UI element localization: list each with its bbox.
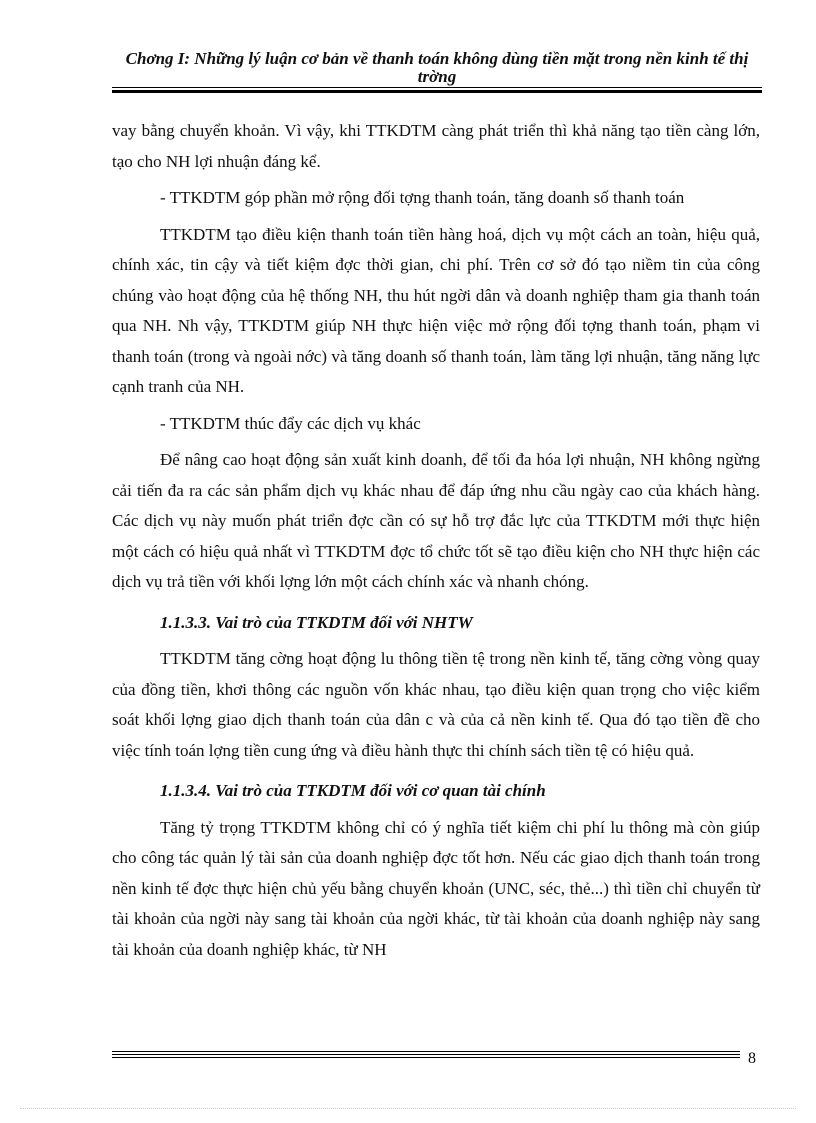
footer-rule-thin xyxy=(112,1057,740,1058)
header-rule-thick xyxy=(112,90,762,93)
bullet-paragraph: - TTKDTM góp phần mở rộng đối tợng thanh toán, tăng doanh số thanh toán xyxy=(160,188,685,207)
paragraph: Tăng tỷ trọng TTKDTM không chỉ có ý nghĩa tiết kiệm chi phí lu thông mà còn giúp cho công tác quản lý tài sản của doanh nghiệp đợc tốt hơn. Nếu các giao dịch thanh toán trong nền kinh tế đợc thực hiện chủ yếu bằng chuyển khoản (UNC, séc, thẻ...) thì tiền chỉ chuyển từ tài khoản của ngời này sang tài khoản của ngời khác, từ tài khoản của doanh nghiệp này sang tài khoản của doanh nghiệp khác, từ NH xyxy=(112,817,760,959)
body-text xyxy=(112,116,760,965)
bullet-paragraph: - TTKDTM thúc đẩy các dịch vụ khác xyxy=(160,413,421,433)
header-rule-thin xyxy=(112,87,762,88)
running-header: Chơng I: Những lý luận cơ bản về thanh toán không dùng tiền mặt trong nền kinh tế thị trờng xyxy=(125,49,749,86)
paragraph: TTKDTM tạo điều kiện thanh toán tiền hàng hoá, dịch vụ một cách an toàn, hiệu quả, chính xác, tin cậy và tiết kiệm đợc thời gian, chi phí. Trên cơ sở đó tạo niềm tin của công chúng vào hoạt động của hệ thống NH, thu hút ngời dân và doanh nghiệp tham gia thanh toán qua NH. Nh vậy, TTKDTM giúp NH thực hiện việc mở rộng đối tợng thanh toán, phạm vi thanh toán (trong và ngoài nớc) và tăng doanh số thanh toán, làm tăng lợi nhuận, tăng năng lực cạnh tranh của NH. xyxy=(112,224,760,396)
page-edge-dots xyxy=(20,1108,796,1109)
page-number: 8 xyxy=(748,1050,756,1067)
paragraph: vay bằng chuyển khoản. Vì vậy, khi TTKDTM càng phát triển thì khả năng tạo tiền càng lớn, tạo cho NH lợi nhuận đáng kể. xyxy=(112,121,760,171)
footer-rule-thin xyxy=(112,1054,740,1055)
section-heading: 1.1.3.3. Vai trò của TTKDTM đối với NHTW xyxy=(160,612,473,632)
footer-rule-thin xyxy=(112,1051,740,1052)
paragraph: Để nâng cao hoạt động sản xuất kinh doanh, để tối đa hóa lợi nhuận, NH không ngừng cải tiến đa ra các sản phẩm dịch vụ khác nhau để đáp ứng nhu cầu ngày cao của khách hàng. Các dịch vụ này muốn phát triển đợc cần có sự hỗ trợ đắc lực của TTKDTM mới thực hiện một cách có hiệu quả nhất vì TTKDTM đợc tổ chức tốt sẽ tạo điều kiện cho NH thực hiện các dịch vụ trả tiền với khối lợng lớn một cách chính xác và nhanh chóng. xyxy=(112,450,760,591)
paragraph: TTKDTM tăng cờng hoạt động lu thông tiền tệ trong nền kinh tế, tăng cờng vòng quay của đồng tiền, khơi thông các nguồn vốn khác nhau, tạo điều kiện quan trọng cho việc kiểm soát khối lợng giao dịch thanh toán của dân c và của cả nền kinh tế. Qua đó tạo tiền đề cho việc tính toán lợng tiền cung ứng và điều hành thực thi chính sách tiền tệ có hiệu quả. xyxy=(112,649,760,760)
section-heading: 1.1.3.4. Vai trò của TTKDTM đối với cơ quan tài chính xyxy=(160,781,546,800)
